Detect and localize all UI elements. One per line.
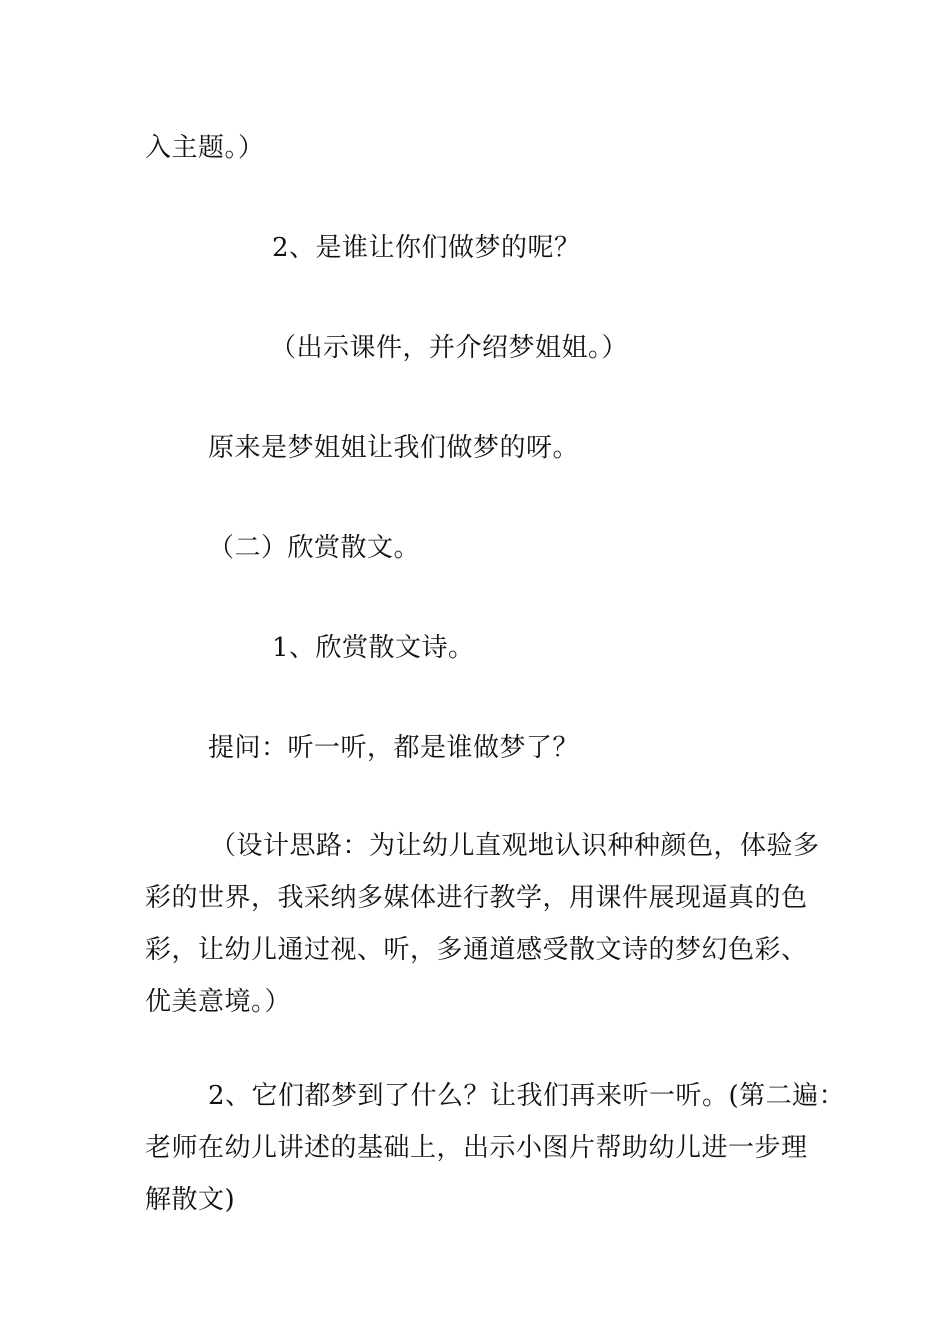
design-note-line: 优美意境。） <box>145 987 292 1017</box>
design-note-line: 彩的世界，我采纳多媒体进行教学，用课件展现逼真的色 <box>145 883 808 913</box>
section-heading: （二）欣赏散文。 <box>208 533 421 563</box>
step-2-line: 2、它们都梦到了什么？让我们再来听一听。(第二遍： <box>208 1081 846 1111</box>
step-2-paragraph <box>145 1070 846 1226</box>
step-2-line: 老师在幼儿讲述的基础上，出示小图片帮助幼儿进一步理 <box>145 1133 808 1163</box>
text-line-intro-end: 入主题。） <box>145 133 265 163</box>
text-line-answer: 原来是梦姐姐让我们做梦的呀。 <box>208 433 580 463</box>
text-line-step-1: 1、欣赏散文诗。 <box>272 633 475 663</box>
design-note-line: 彩，让幼儿通过视、听，多通道感受散文诗的梦幻色彩、 <box>145 935 808 965</box>
step-2-line: 解散文) <box>145 1185 236 1215</box>
text-line-show-courseware: （出示课件，并介绍梦姐姐。） <box>270 333 629 363</box>
design-note-line: （设计思路：为让幼儿直观地认识种种颜色，体验多 <box>210 831 820 861</box>
text-line-question-2: 2、是谁让你们做梦的呢？ <box>272 233 581 263</box>
design-note-paragraph <box>145 820 825 1028</box>
text-line-question: 提问：听一听，都是谁做梦了？ <box>208 733 580 763</box>
